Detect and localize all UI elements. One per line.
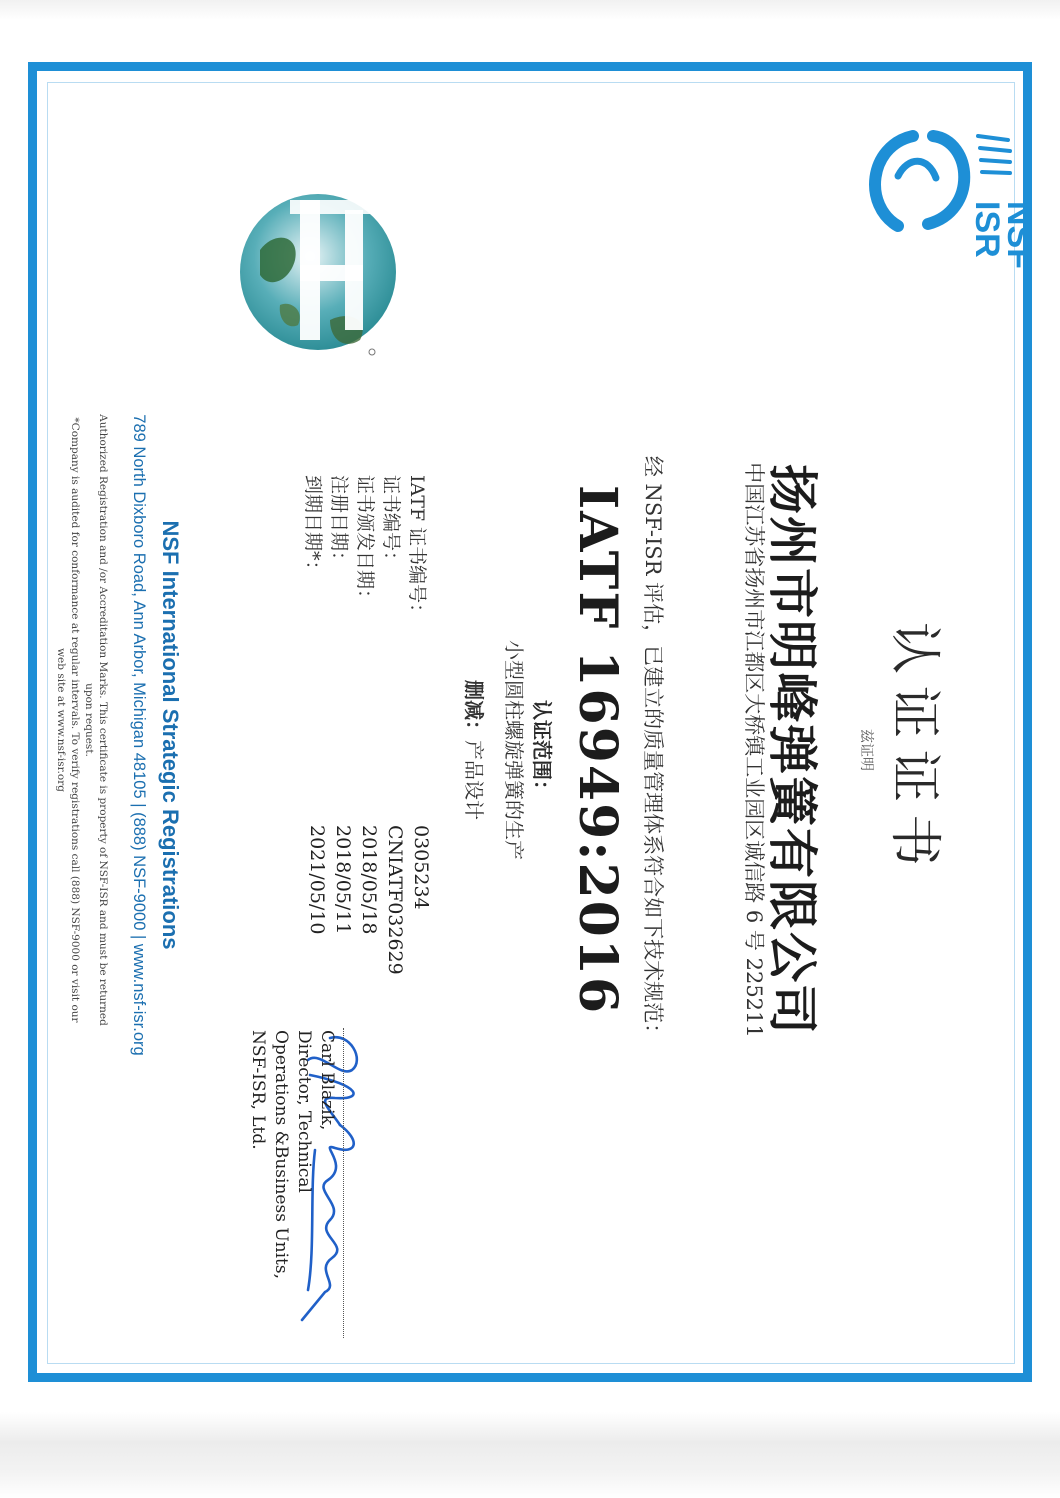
exclusion-label: 删减：	[462, 680, 486, 740]
authorization-note: Authorized Registration and /or Accreditation Marks. This certificate is property of NSF-ISR and must be returned upon request.	[83, 414, 109, 1026]
scope-label: 认证范围：	[530, 700, 554, 800]
detail-label: 证书颁发日期：	[354, 475, 376, 609]
footer-notes	[54, 410, 110, 1030]
signature-line	[343, 1028, 344, 1338]
footer-org-address: 789 North Dixboro Road, Ann Arbor, Michigan 48105 | (888) NSF-9000 | www.nsf-isr.org	[130, 414, 148, 1056]
certificate-details	[302, 475, 432, 975]
detail-value: 2021/05/10	[306, 825, 328, 935]
detail-label: 证书编号：	[380, 475, 402, 571]
detail-label: 注册日期：	[328, 475, 350, 571]
detail-label: IATF 证书编号：	[406, 475, 428, 623]
exclusion-text: 产品设计	[462, 740, 486, 820]
signatory-title-line1: Director, Technical	[294, 1030, 314, 1193]
footer-org-name: NSF International Strategic Registrations	[158, 520, 183, 950]
translation-note: 兹证明	[858, 729, 874, 771]
certificate-title: 认证证书	[884, 621, 944, 878]
detail-value: 2018/05/11	[332, 825, 354, 935]
detail-value: 2018/05/18	[358, 825, 380, 935]
detail-row	[328, 475, 354, 955]
company-address: 中国江苏省扬州市江都区大桥镇工业园区诚信路 6 号 225211	[742, 462, 766, 1038]
signatory-block	[246, 1030, 338, 1279]
detail-value: 0305234	[410, 825, 432, 910]
detail-row	[354, 475, 380, 955]
detail-row	[406, 475, 432, 955]
scope-text: 小型圆柱螺旋弹簧的生产	[502, 640, 526, 860]
signatory-name: Carl Blazik,	[317, 1030, 337, 1131]
detail-label: 到期日期*：	[302, 475, 324, 580]
logo-text-isr: ISR	[968, 201, 1006, 258]
detail-value: CNIATF032629	[384, 825, 406, 975]
verification-note: *Company is audited for conformance at regular intervals. To verify registrations call (888) NSF-9000 or visit our web site at www.nsf-isr.org	[55, 417, 81, 1023]
exclusion-line	[461, 430, 490, 1070]
standard-name: IATF 16949:2016	[567, 484, 628, 1016]
company-name: 扬州市明峰弹簧有限公司	[763, 464, 822, 1036]
logo-text-nsf: NSF	[1000, 201, 1038, 269]
detail-row	[302, 475, 328, 955]
assessment-statement: 经 NSF-ISR 评估，已建立的质量管理体系符合如下技术规范：	[641, 455, 665, 1045]
detail-row	[380, 475, 406, 975]
signatory-title-line2: Operations &Business Units,	[271, 1030, 291, 1279]
signatory-organization: NSF-ISR, Ltd.	[248, 1030, 268, 1150]
